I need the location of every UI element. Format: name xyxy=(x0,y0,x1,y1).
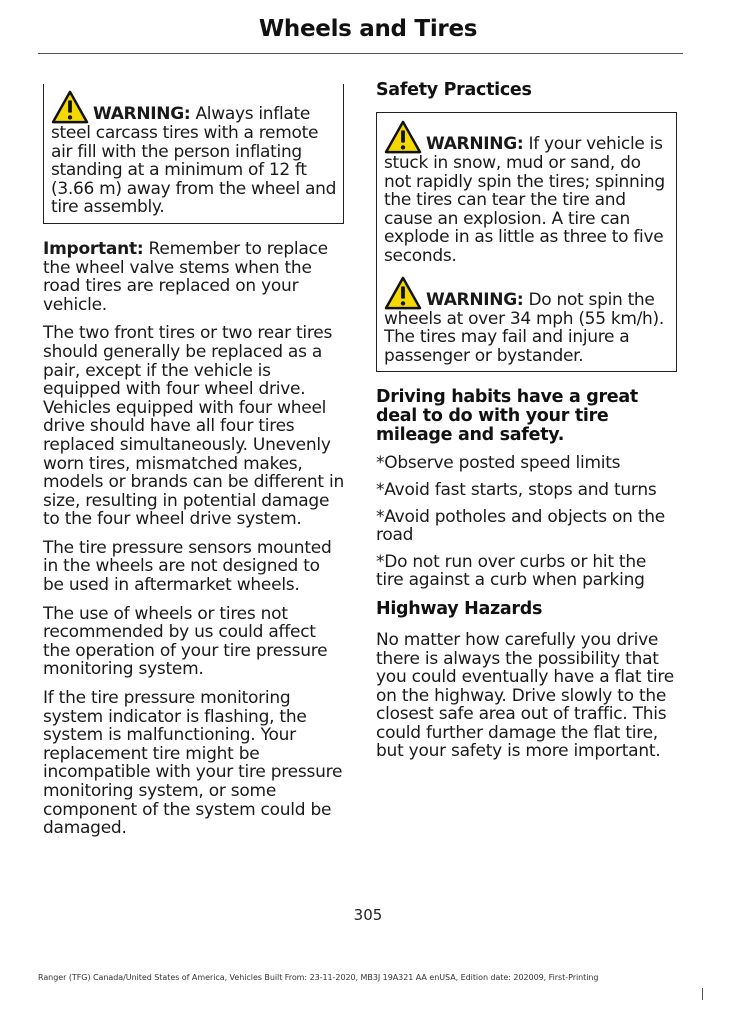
warning-paragraph xyxy=(51,90,337,217)
bullet-item: *Avoid fast starts, stops and turns xyxy=(376,479,657,500)
warning-text: Always inflate steel carcass tires with a remote air fill with the person inflating standing at a minimum of 12 ft (3.66 m) away from the wheel and tire assembly. xyxy=(51,104,337,218)
header-divider xyxy=(38,53,683,54)
section-heading-safety-practices: Safety Practices xyxy=(376,80,532,100)
section-heading-driving-habits: Driving habits have a great deal to do with your tire mileage and safety. xyxy=(376,387,638,446)
bullet-item: *Observe posted speed limits xyxy=(376,453,621,474)
right-column xyxy=(376,81,677,771)
paragraph-tpms-indicator: If the tire pressure monitoring system indicator is flashing, the system is malfunctioning. Your replacement tire might be incompatible with your tire pressure monitoring system, or some component of the system could be damaged. xyxy=(43,688,343,839)
footer-margin-mark xyxy=(702,988,703,1000)
paragraph-wheel-recommendation: The use of wheels or tires not recommended by us could affect the operation of your tire pressure monitoring system. xyxy=(43,603,328,680)
warning-paragraph xyxy=(384,120,670,266)
footer-edition-info: Ranger (TFG) Canada/United States of America, Vehicles Built From: 23-11-2020, MB3J 19A321 AA enUSA, Edition date: 202009, First-Printing xyxy=(38,973,599,982)
warning-triangle-icon xyxy=(384,120,422,154)
bullet-item: *Do not run over curbs or hit the tire against a curb when parking xyxy=(376,551,647,591)
left-column xyxy=(43,84,344,848)
page-title: Wheels and Tires xyxy=(258,16,478,42)
warning-label: WARNING: xyxy=(426,134,524,154)
page-number: 305 xyxy=(353,906,383,924)
important-text: Remember to replace the wheel valve stems when the road tires are replaced on your vehicle. xyxy=(43,238,328,315)
warning-label: WARNING: xyxy=(426,289,524,310)
warning-triangle-icon xyxy=(384,276,422,310)
warning-text: Do not spin the wheels at over 34 mph (55 km/h). The tires may fail and injure a passenger or bystander. xyxy=(384,289,664,366)
important-note xyxy=(43,240,344,314)
warning-label: WARNING: xyxy=(93,104,191,124)
warning-box-inflate xyxy=(43,84,344,224)
important-label: Important: xyxy=(43,238,144,259)
paragraph-pressure-sensors: The tire pressure sensors mounted in the wheels are not designed to be used in aftermarket wheels. xyxy=(43,537,332,596)
bullet-item: *Avoid potholes and objects on the road xyxy=(376,506,665,546)
paragraph-highway-hazards: No matter how carefully you drive there is always the possibility that you could eventually have a flat tire on the highway. Drive slowly to the closest safe area out of traffic. This could further damage the flat tire, but your safety is more important. xyxy=(376,629,674,762)
warning-box-spinning xyxy=(376,112,677,372)
warning-triangle-icon xyxy=(51,90,89,124)
section-heading-highway-hazards: Highway Hazards xyxy=(376,598,543,619)
page-header xyxy=(0,16,736,42)
warning-text: If your vehicle is stuck in snow, mud or sand, do not rapidly spin the tires; spinning the tires can tear the tire and cause an explosion. A tire can explode in as little as three to five seconds. xyxy=(384,134,665,266)
paragraph-tire-pairs: The two front tires or two rear tires should generally be replaced as a pair, except if the vehicle is equipped with four wheel drive. Vehicles equipped with four wheel drive should have all four tires replaced simultaneously. Unevenly worn tires, mismatched makes, models or brands can be different in size, resulting in potential damage to the four wheel drive system. xyxy=(43,323,344,530)
warning-paragraph xyxy=(384,276,670,366)
